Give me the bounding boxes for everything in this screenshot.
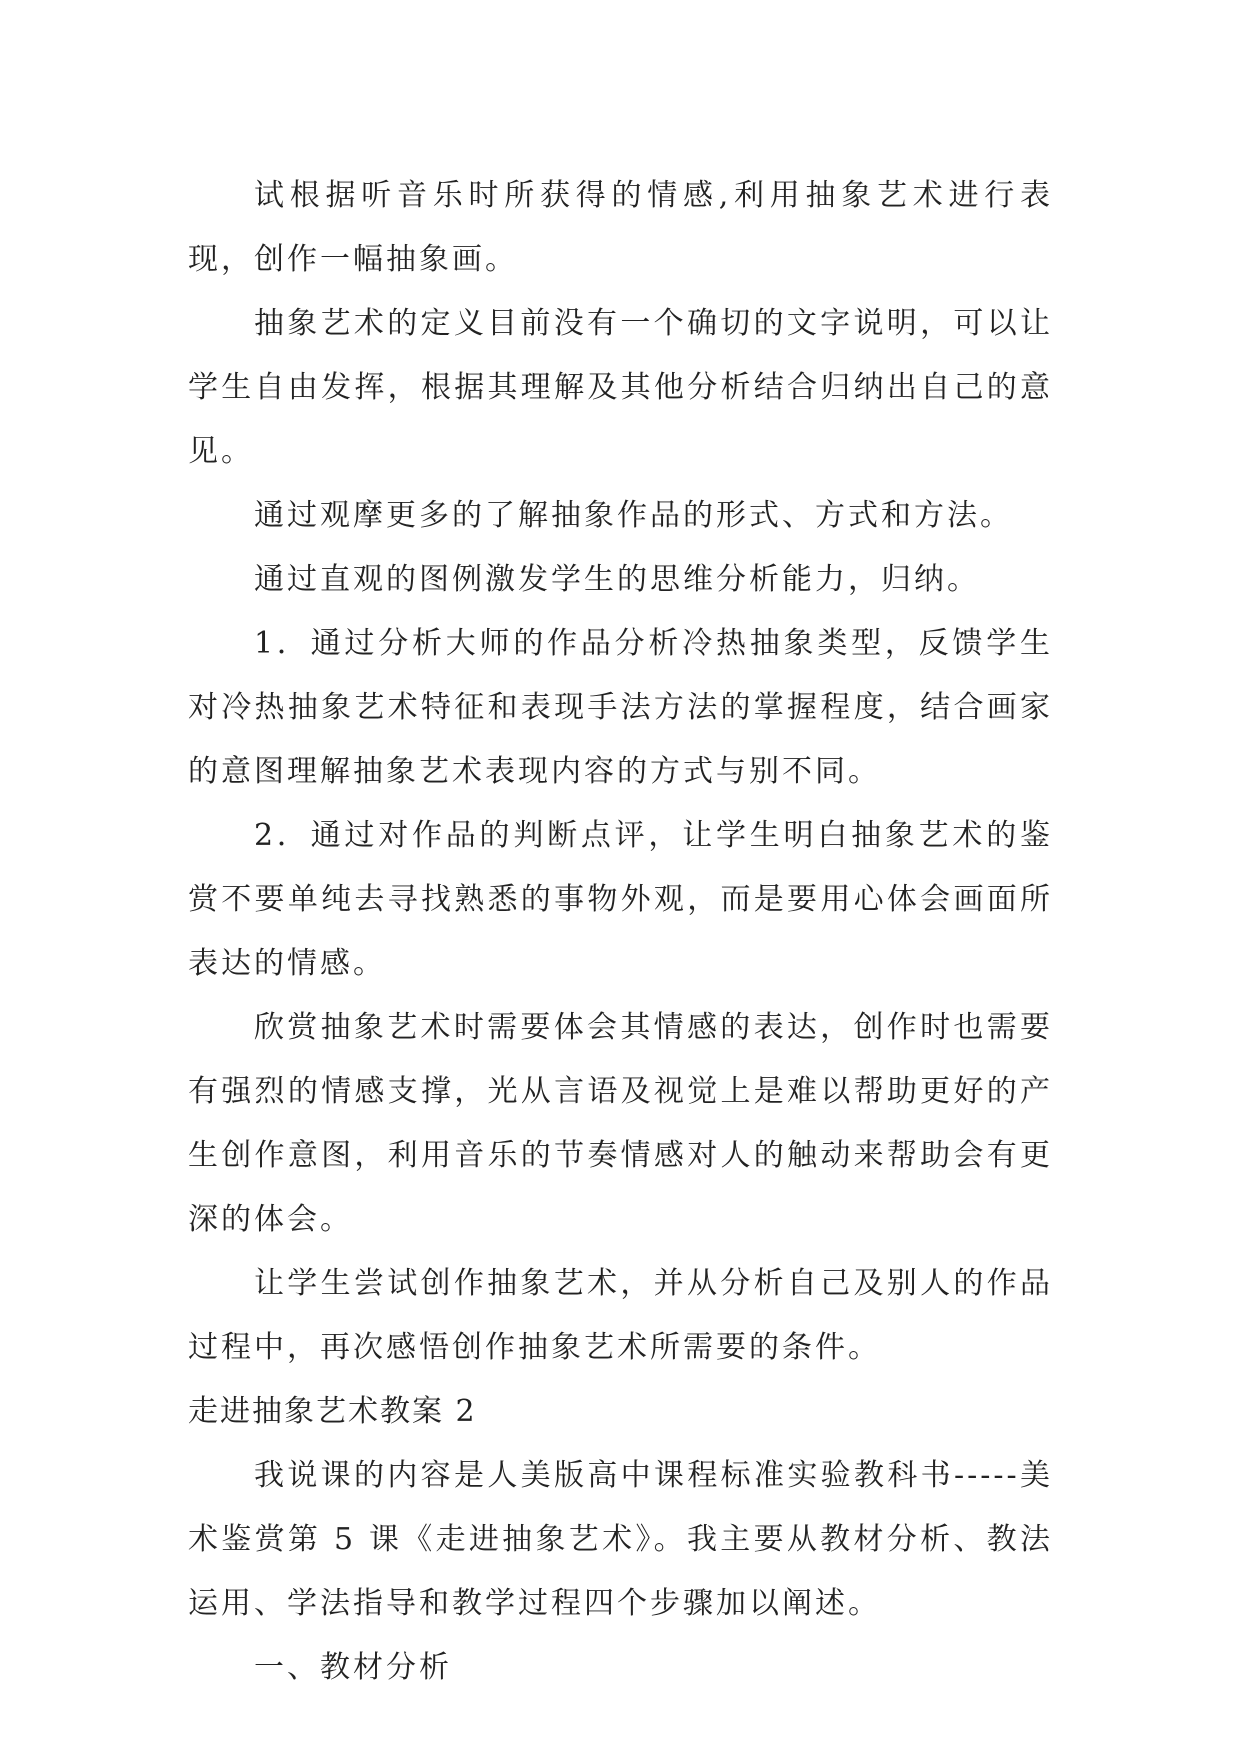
section-heading: 走进抽象艺术教案 2 (188, 1394, 477, 1429)
paragraph-appreciation: 欣赏抽象艺术时需要体会其情感的表达，创作时也需要有强烈的情感支撑，光从言语及视觉上是难以帮助更好的产生创作意图，利用音乐的节奏情感对人的触动来帮助会有更深的体会。 (188, 1010, 1053, 1237)
paragraph-music-emotion: 试根据听音乐时所获得的情感,利用抽象艺术进行表现，创作一幅抽象画。 (188, 178, 1053, 277)
paragraph-lesson-intro: 我说课的内容是人美版高中课程标准实验教科书-----美术鉴赏第 5 课《走进抽象艺术》。我主要从教材分析、教法运用、学法指导和教学过程四个步骤加以阐述。 (188, 1458, 1053, 1621)
paragraph-point-1: 1．通过分析大师的作品分析冷热抽象类型，反馈学生对冷热抽象艺术特征和表现手法方法的掌握程度，结合画家的意图理解抽象艺术表现内容的方式与别不同。 (188, 626, 1053, 789)
paragraph-illustration: 通过直观的图例激发学生的思维分析能力，归纳。 (254, 562, 980, 597)
paragraph-creation: 让学生尝试创作抽象艺术，并从分析自己及别人的作品过程中，再次感悟创作抽象艺术所需要的条件。 (188, 1266, 1053, 1365)
document-body (188, 164, 1053, 1700)
paragraph-abstract-definition: 抽象艺术的定义目前没有一个确切的文字说明，可以让学生自由发挥，根据其理解及其他分析结合归纳出自己的意见。 (188, 306, 1053, 469)
paragraph-point-2: 2．通过对作品的判断点评，让学生明白抽象艺术的鉴赏不要单纯去寻找熟悉的事物外观，而是要用心体会画面所表达的情感。 (188, 818, 1053, 981)
paragraph-observation: 通过观摩更多的了解抽象作品的形式、方式和方法。 (254, 498, 1013, 533)
paragraph-textbook-analysis: 一、教材分析 (254, 1650, 452, 1685)
